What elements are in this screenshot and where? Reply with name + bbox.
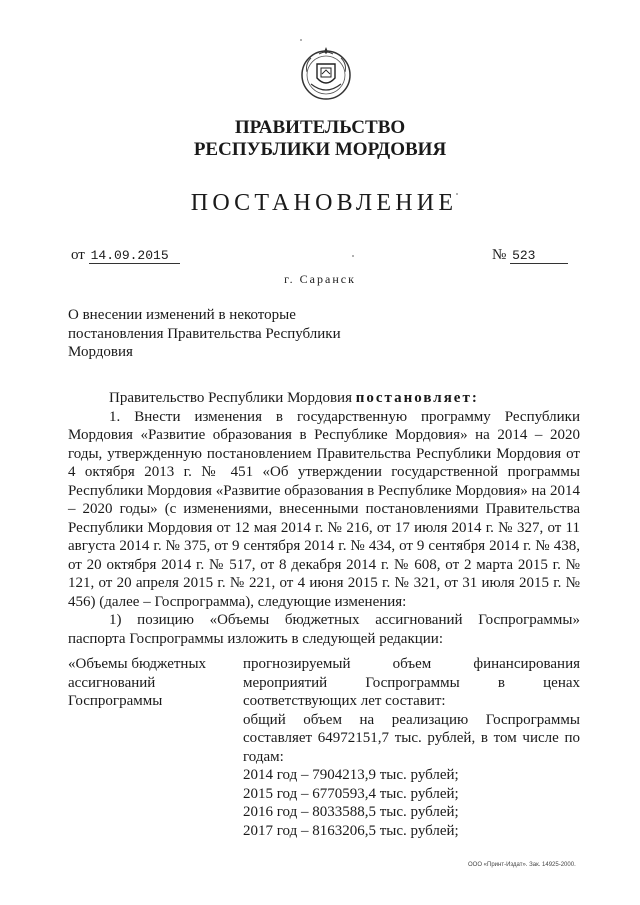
number-value: 523 bbox=[510, 248, 568, 264]
document-subject: О внесении изменений в некоторые постановления Правительства Республики Мордовия bbox=[68, 307, 341, 360]
preamble-resolves: постановляет: bbox=[355, 390, 479, 406]
passport-label: «Объемы бюджетных ассигнований Госпрограммы bbox=[68, 656, 207, 709]
passport-year: 2015 год – 6770593,4 тыс. рублей; bbox=[243, 785, 459, 802]
preamble-text: Правительство Республики Мордовия bbox=[109, 390, 356, 406]
printer-footer: ООО «Принт-Издат». Зак. 14925-2000. bbox=[468, 862, 576, 868]
number-prefix: № bbox=[492, 247, 507, 263]
item-1: 1. Внести изменения в государственную программу Республики Мордовия «Развитие образования в Республике Мордовия» на 2014 – 2020 годы, утвержденную постановлением Правительства Республики Мордовия от 4 октября 2013 г. № 451 «Об утверждении государственной программы Республики Мордовия «Развитие образования в Республике Мордовия» на 2014 – 2020 годы» (с изменениями, внесенными постановлениями Правительства Республики Мордовия от 12 мая 2014 г. № 216, от 17 июля 2014 г. № 327, от 11 августа 2014 г. № 375, от 9 сентября 2014 г. № 434, от 9 сентября 2014 г. № 438, от 20 октября 2014 г. № 517, от 8 декабря 2014 г. № 608, от 2 марта 2015 г. № 121, от 20 апреля 2015 г. № 221, от 4 июня 2015 г. № 321, от 31 июля 2015 г. № 456) (далее – Госпрограмма), следующие изменения: bbox=[68, 408, 580, 610]
date-value: 14.09.2015 bbox=[89, 248, 180, 264]
passport-year: 2017 год – 8163206,5 тыс. рублей; bbox=[243, 822, 459, 839]
government-name-line1: ПРАВИТЕЛЬСТВО bbox=[234, 117, 406, 138]
date-prefix: от bbox=[71, 247, 85, 263]
coat-of-arms-icon bbox=[297, 44, 355, 102]
preamble bbox=[68, 389, 580, 408]
passport-year: 2014 год – 7904213,9 тыс. рублей; bbox=[243, 767, 459, 783]
number-row bbox=[492, 247, 568, 264]
document-type-title: ПОСТАНОВЛЕНИЕ bbox=[190, 190, 458, 216]
government-name-line2: РЕСПУБЛИКИ МОРДОВИЯ bbox=[193, 139, 447, 160]
passport-total: общий объем на реализацию Госпрограммы составляет 64972151,7 тыс. рублей, в том числе по годам: bbox=[243, 711, 580, 765]
passport-intro: прогнозируемый объем финансирования мероприятий Госпрограммы в ценах соответствующих лет составит: bbox=[243, 656, 580, 709]
subitem-1: 1) позицию «Объемы бюджетных ассигнований Госпрограммы» паспорта Госпрограммы изложить в следующей редакции: bbox=[68, 612, 580, 647]
city-line: г. Саранск bbox=[284, 272, 356, 286]
document-body bbox=[68, 389, 580, 648]
date-row bbox=[71, 247, 180, 264]
passport-value bbox=[243, 655, 580, 840]
passport-year: 2016 год – 8033588,5 тыс. рублей; bbox=[243, 804, 459, 820]
